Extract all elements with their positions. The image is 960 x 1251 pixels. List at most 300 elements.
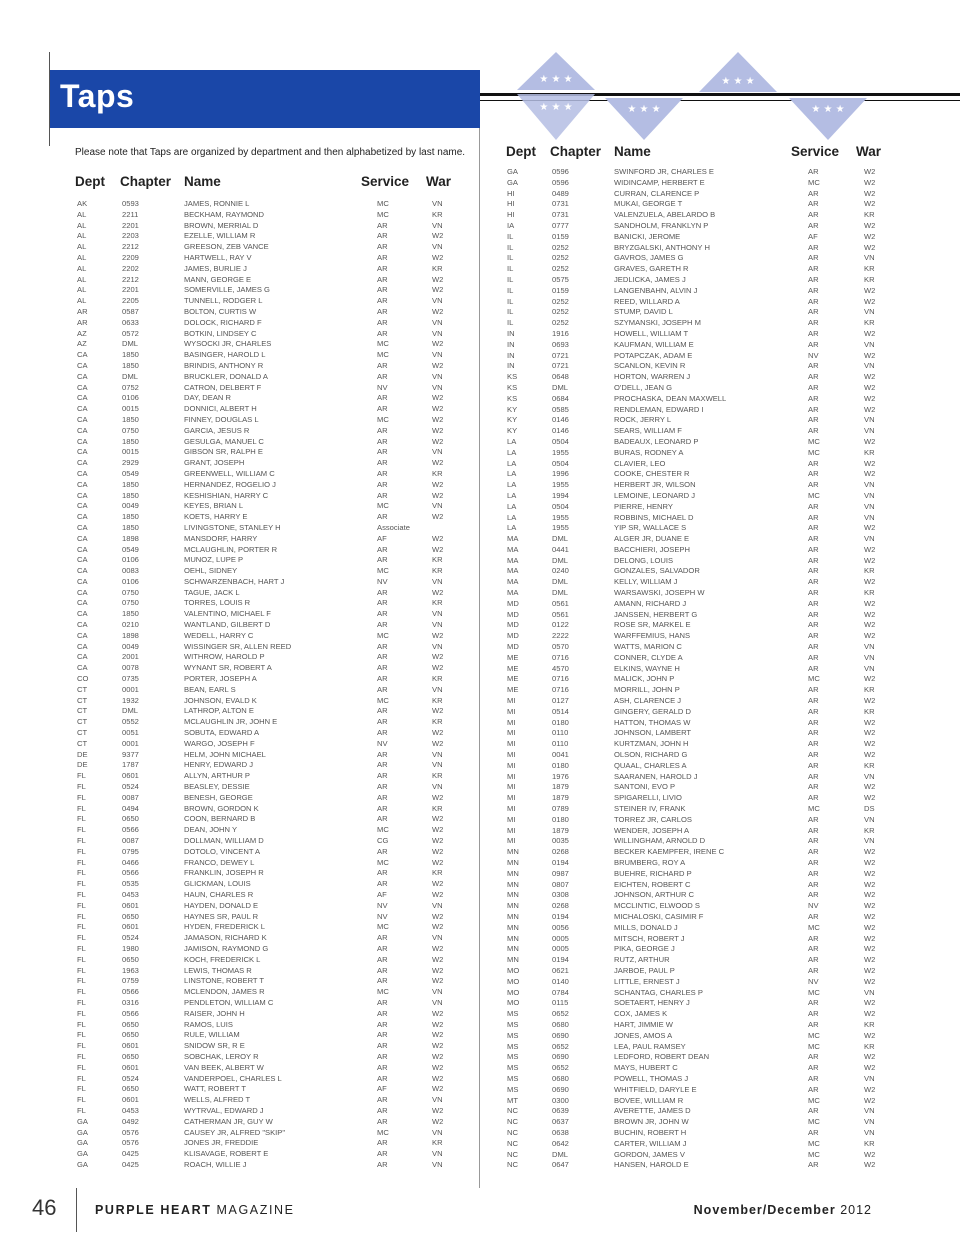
cell-service: AR xyxy=(808,242,819,252)
table-row xyxy=(0,1084,479,1095)
cell-chapter: 0504 xyxy=(552,436,569,446)
cell-name: CARTER, WILLIAM J xyxy=(614,1138,687,1148)
cell-name: BASINGER, HAROLD L xyxy=(184,350,266,360)
cell-service: AR xyxy=(808,318,819,328)
table-row xyxy=(480,1139,960,1150)
issue-date xyxy=(694,1203,872,1217)
cell-dept: ME xyxy=(507,663,519,673)
cell-service: AR xyxy=(377,706,388,716)
cell-name: POWELL, THOMAS J xyxy=(614,1073,689,1083)
cell-dept: CT xyxy=(77,717,88,727)
cell-service: MC xyxy=(808,436,820,446)
cell-name: RAISER, JOHN H xyxy=(184,1008,245,1018)
cell-war: W2 xyxy=(864,469,876,479)
cell-war: W2 xyxy=(864,782,876,792)
cell-dept: MI xyxy=(507,728,516,738)
cell-name: SZYMANSKI, JOSEPH M xyxy=(614,318,701,328)
table-row xyxy=(0,361,479,372)
cell-war: W2 xyxy=(432,404,444,414)
cell-service: AR xyxy=(808,598,819,608)
cell-name: LEA, PAUL RAMSEY xyxy=(614,1041,686,1051)
cell-chapter: 0633 xyxy=(122,317,139,327)
cell-war: VN xyxy=(864,534,875,544)
cell-service: NV xyxy=(377,382,388,392)
cell-service: AR xyxy=(377,620,388,630)
cell-dept: MO xyxy=(507,987,520,997)
cell-dept: FL xyxy=(77,836,86,846)
cell-name: CAUSEY JR, ALFRED "SKIP" xyxy=(184,1127,286,1137)
cell-chapter: 1850 xyxy=(122,490,139,500)
cell-chapter: 0777 xyxy=(552,220,569,230)
cell-chapter: 0140 xyxy=(552,976,569,986)
cell-dept: LA xyxy=(507,458,517,468)
cell-service: AR xyxy=(808,739,819,749)
cell-war: KR xyxy=(432,717,443,727)
cell-dept: HI xyxy=(507,199,515,209)
cell-chapter: 0601 xyxy=(122,900,139,910)
cell-name: BOLTON, CURTIS W xyxy=(184,306,257,316)
cell-name: AMANN, RICHARD J xyxy=(614,598,687,608)
cell-chapter: 0087 xyxy=(122,792,139,802)
cell-service: AR xyxy=(377,879,388,889)
cell-service: AR xyxy=(377,490,388,500)
cell-service: AR xyxy=(808,415,819,425)
table-row xyxy=(480,264,960,275)
table-row xyxy=(480,297,960,308)
cell-chapter: 0575 xyxy=(552,274,569,284)
cell-chapter: 1955 xyxy=(552,447,569,457)
table-row xyxy=(480,426,960,437)
cell-chapter: 0650 xyxy=(122,1019,139,1029)
cell-service: MC xyxy=(808,922,820,932)
cell-chapter: 1879 xyxy=(552,793,569,803)
cell-dept: NC xyxy=(507,1117,518,1127)
cell-dept: CA xyxy=(77,544,88,554)
cell-war: KR xyxy=(864,566,875,576)
cell-chapter: 0596 xyxy=(552,167,569,176)
table-row xyxy=(480,253,960,264)
right-header-chapter: Chapter xyxy=(550,144,602,159)
table-row xyxy=(480,664,960,675)
cell-service: MC xyxy=(808,177,820,187)
cell-chapter: 2212 xyxy=(122,242,139,252)
cell-war: VN xyxy=(432,900,443,910)
cell-name: POTAPCZAK, ADAM E xyxy=(614,350,693,360)
cell-service: AR xyxy=(808,523,819,533)
table-row xyxy=(0,210,479,221)
cell-chapter: 0252 xyxy=(552,242,569,252)
cell-name: PROCHASKA, DEAN MAXWELL xyxy=(614,393,727,403)
cell-service: MC xyxy=(808,490,820,500)
cell-dept: AR xyxy=(77,317,88,327)
cell-dept: FL xyxy=(77,890,86,899)
cell-service: AR xyxy=(808,339,819,349)
cell-dept: CT xyxy=(77,695,88,705)
cell-dept: AZ xyxy=(77,339,87,349)
cell-name: RENDLEMAN, EDWARD I xyxy=(614,404,704,414)
cell-service: MC xyxy=(808,674,820,684)
cell-chapter: 0524 xyxy=(122,1073,139,1083)
table-row xyxy=(480,815,960,826)
cell-war: VN xyxy=(864,480,875,490)
cell-name: GREESON, ZEB VANCE xyxy=(184,242,269,252)
cell-chapter: 0146 xyxy=(552,426,569,436)
cell-service: AR xyxy=(377,1062,388,1072)
cell-dept: LA xyxy=(507,469,517,479)
cell-service: MC xyxy=(808,987,820,997)
table-row xyxy=(480,642,960,653)
cell-war: W2 xyxy=(864,555,876,565)
table-row xyxy=(480,275,960,286)
cell-chapter: 0639 xyxy=(552,1106,569,1116)
cell-dept: FL xyxy=(77,911,86,921)
cell-name: JAMISON, RAYMOND G xyxy=(184,943,269,953)
cell-war: W2 xyxy=(432,846,444,856)
cell-war: W2 xyxy=(864,404,876,414)
cell-chapter: 0159 xyxy=(552,285,569,295)
cell-service: AR xyxy=(377,544,388,554)
cell-dept: ME xyxy=(507,652,519,662)
cell-name: WARGO, JOSEPH F xyxy=(184,738,255,748)
table-row xyxy=(0,814,479,825)
cell-name: BROWN, GORDON K xyxy=(184,803,259,813)
magazine-name-bold: PURPLE HEART xyxy=(95,1203,212,1217)
cell-chapter: 0652 xyxy=(552,1041,569,1051)
cell-name: KAUFMAN, WILLIAM E xyxy=(614,339,694,349)
cell-name: HORTON, WARREN J xyxy=(614,372,691,382)
cell-name: KESHISHIAN, HARRY C xyxy=(184,490,269,500)
intro-note: Please note that Taps are organized by department and then alphabetized by last name. xyxy=(75,147,466,158)
cell-dept: CT xyxy=(77,706,88,716)
cell-service: MC xyxy=(808,1149,820,1159)
table-row xyxy=(480,491,960,502)
cell-chapter: 0035 xyxy=(552,836,569,846)
cell-name: GONZALES, SALVADOR xyxy=(614,566,700,576)
cell-chapter: DML xyxy=(122,706,139,716)
table-row xyxy=(480,826,960,837)
cell-dept: CA xyxy=(77,587,88,597)
cell-service: AR xyxy=(808,285,819,295)
cell-chapter: 0524 xyxy=(122,782,139,792)
cell-dept: MS xyxy=(507,1052,519,1062)
cell-service: NV xyxy=(377,576,388,586)
cell-chapter: 0987 xyxy=(552,868,569,878)
cell-war: W2 xyxy=(432,512,444,522)
cell-service: AR xyxy=(377,263,388,273)
cell-dept: MN xyxy=(507,944,519,954)
cell-name: JONES JR, FREDDIE xyxy=(184,1138,259,1148)
cell-war: W2 xyxy=(432,1041,444,1051)
table-row xyxy=(480,1128,960,1139)
cell-service: AR xyxy=(808,220,819,230)
cell-dept: IL xyxy=(507,253,514,263)
cell-name: OLSON, RICHARD G xyxy=(614,750,688,760)
table-row xyxy=(0,879,479,890)
cell-war: W2 xyxy=(432,458,444,468)
cell-service: MC xyxy=(377,825,389,835)
cell-dept: AL xyxy=(77,209,87,219)
cell-name: LITTLE, ERNEST J xyxy=(614,976,680,986)
cell-service: AR xyxy=(808,631,819,641)
cell-service: AR xyxy=(808,307,819,317)
cell-service: AR xyxy=(377,717,388,727)
cell-service: AR xyxy=(808,685,819,695)
cell-chapter: DML xyxy=(552,555,569,565)
cell-war: VN xyxy=(432,220,443,230)
cell-service: AR xyxy=(808,620,819,630)
table-row xyxy=(480,189,960,200)
table-row xyxy=(480,847,960,858)
cell-war: W2 xyxy=(864,631,876,641)
table-row xyxy=(0,393,479,404)
svg-text:★ ★ ★: ★ ★ ★ xyxy=(539,102,573,113)
cell-service: AR xyxy=(808,609,819,619)
cell-chapter: 0680 xyxy=(552,1073,569,1083)
table-row xyxy=(0,199,479,210)
cell-name: WIDINCAMP, HERBERT E xyxy=(614,177,705,187)
table-row xyxy=(480,966,960,977)
cell-dept: FL xyxy=(77,1019,86,1029)
table-row xyxy=(0,264,479,275)
cell-dept: CA xyxy=(77,663,88,673)
cell-name: JAMASON, RICHARD K xyxy=(184,933,267,943)
cell-war: W2 xyxy=(432,976,444,986)
cell-war: VN xyxy=(864,361,875,371)
cell-name: COOKE, CHESTER R xyxy=(614,469,690,479)
cell-war: W2 xyxy=(864,350,876,360)
cell-war: W2 xyxy=(864,285,876,295)
cell-service: NV xyxy=(808,976,819,986)
issue-date-bold: November/December xyxy=(693,1203,836,1217)
cell-war: W2 xyxy=(864,220,876,230)
cell-chapter: 0652 xyxy=(552,1009,569,1019)
table-row xyxy=(0,836,479,847)
cell-dept: MN xyxy=(507,858,519,867)
cell-chapter: 0596 xyxy=(552,177,569,187)
cell-war: KR xyxy=(864,274,875,284)
cell-chapter: 0425 xyxy=(122,1149,139,1159)
cell-war: W2 xyxy=(864,933,876,943)
table-row xyxy=(0,1009,479,1020)
cell-dept: AL xyxy=(77,263,87,273)
cell-name: GAVROS, JAMES G xyxy=(614,253,684,263)
cell-dept: MS xyxy=(507,1019,519,1029)
table-row xyxy=(480,210,960,221)
cell-war: W2 xyxy=(432,728,444,738)
cell-chapter: 4570 xyxy=(552,663,569,673)
cell-name: CATRON, DELBERT F xyxy=(184,382,262,392)
cell-chapter: 0789 xyxy=(552,804,569,814)
table-row xyxy=(0,1149,479,1160)
cell-service: AR xyxy=(377,1051,388,1061)
cell-war: W2 xyxy=(432,663,444,673)
table-row xyxy=(0,685,479,696)
cell-war: W2 xyxy=(864,674,876,684)
cell-chapter: 0180 xyxy=(552,814,569,824)
cell-chapter: 2929 xyxy=(122,458,139,468)
cell-war: VN xyxy=(432,1149,443,1159)
cell-chapter: 0316 xyxy=(122,997,139,1007)
cell-service: AR xyxy=(377,1149,388,1159)
cell-dept: ME xyxy=(507,685,519,695)
cell-dept: MS xyxy=(507,1084,519,1094)
cell-service: MC xyxy=(377,922,389,932)
cell-service: NV xyxy=(808,350,819,360)
cell-dept: MI xyxy=(507,739,516,749)
cell-dept: MS xyxy=(507,1073,519,1083)
page-number: 46 xyxy=(32,1195,57,1220)
table-row xyxy=(0,480,479,491)
cell-war: W2 xyxy=(864,739,876,749)
cell-name: TORREZ JR, CARLOS xyxy=(614,814,692,824)
cell-dept: MO xyxy=(507,965,520,975)
cell-war: W2 xyxy=(864,976,876,986)
cell-war: W2 xyxy=(432,306,444,316)
cell-name: SPIGARELLI, LIVIO xyxy=(614,793,682,803)
cell-war: KR xyxy=(432,555,443,565)
cell-service: AR xyxy=(377,425,388,435)
table-row xyxy=(0,1063,479,1074)
cell-dept: CA xyxy=(77,620,88,630)
cell-dept: GA xyxy=(77,1159,88,1169)
table-row xyxy=(480,534,960,545)
cell-name: RUTZ, ARTHUR xyxy=(614,955,670,965)
cell-dept: CA xyxy=(77,533,88,543)
table-row xyxy=(0,307,479,318)
cell-war: DS xyxy=(864,804,875,814)
cell-dept: CA xyxy=(77,350,88,360)
cell-service: AR xyxy=(377,674,388,684)
cell-chapter: 1879 xyxy=(552,782,569,792)
cell-service: AR xyxy=(808,382,819,392)
table-row xyxy=(480,394,960,405)
cell-service: AF xyxy=(377,533,387,543)
cell-dept: MA xyxy=(507,588,519,598)
table-row xyxy=(0,987,479,998)
cell-name: WARSAWSKI, JOSEPH W xyxy=(614,588,705,598)
cell-dept: MA xyxy=(507,555,519,565)
table-row xyxy=(480,934,960,945)
table-row xyxy=(0,491,479,502)
cell-service: AR xyxy=(808,372,819,382)
cell-war: W2 xyxy=(432,1051,444,1061)
cell-service: AR xyxy=(377,1095,388,1105)
cell-war: VN xyxy=(864,836,875,846)
cell-service: AR xyxy=(808,1084,819,1094)
cell-name: ROBBINS, MICHAEL D xyxy=(614,512,694,522)
cell-name: MCCLINTIC, ELWOOD S xyxy=(614,901,700,911)
cell-dept: CA xyxy=(77,458,88,468)
table-row xyxy=(0,372,479,383)
table-row xyxy=(480,836,960,847)
table-row xyxy=(0,825,479,836)
cell-dept: MA xyxy=(507,534,519,544)
cell-name: ALGER JR, DUANE E xyxy=(614,534,690,544)
cell-chapter: 0308 xyxy=(552,890,569,900)
cell-chapter: 1980 xyxy=(122,943,139,953)
cell-chapter: 1963 xyxy=(122,965,139,975)
cell-dept: MD xyxy=(507,631,519,641)
table-row xyxy=(0,566,479,577)
cell-war: W2 xyxy=(864,879,876,889)
table-row xyxy=(0,696,479,707)
cell-service: MC xyxy=(808,1117,820,1127)
cell-name: AVERETTE, JAMES D xyxy=(614,1106,691,1116)
cell-war: W2 xyxy=(432,1105,444,1115)
cell-service: MC xyxy=(377,501,389,511)
cell-service: AR xyxy=(808,469,819,479)
cell-name: MANSDORF, HARRY xyxy=(184,533,258,543)
cell-name: FRANKLIN, JOSEPH R xyxy=(184,868,264,878)
cell-service: AR xyxy=(377,317,388,327)
cell-dept: IL xyxy=(507,296,514,306)
table-row xyxy=(480,955,960,966)
cell-name: HELM, JOHN MICHAEL xyxy=(184,749,266,759)
cell-war: W2 xyxy=(432,1116,444,1126)
cell-dept: MI xyxy=(507,750,516,760)
cell-service: AR xyxy=(377,360,388,370)
cell-war: W2 xyxy=(864,890,876,900)
cell-name: BOTKIN, LINDSEY C xyxy=(184,328,257,338)
cell-war: VN xyxy=(864,1117,875,1127)
cell-name: WANTLAND, GILBERT D xyxy=(184,620,271,630)
cell-war: W2 xyxy=(864,544,876,554)
cell-chapter: 2201 xyxy=(122,220,139,230)
cell-service: AR xyxy=(808,728,819,738)
cell-name: WHITFIELD, DARYLE E xyxy=(614,1084,697,1094)
cell-name: ELKINS, WAYNE H xyxy=(614,663,680,673)
cell-name: REED, WILLARD A xyxy=(614,296,680,306)
cell-service: AR xyxy=(377,1041,388,1051)
cell-dept: MD xyxy=(507,598,519,608)
cell-dept: NC xyxy=(507,1138,518,1148)
cell-name: SCHWARZENBACH, HART J xyxy=(184,576,285,586)
cell-war: W2 xyxy=(432,965,444,975)
table-row xyxy=(480,566,960,577)
cell-chapter: 0721 xyxy=(552,361,569,371)
cell-service: AR xyxy=(808,188,819,198)
cell-chapter: DML xyxy=(552,382,569,392)
cell-service: MC xyxy=(377,339,389,349)
cell-war: W2 xyxy=(864,598,876,608)
cell-dept: FL xyxy=(77,879,86,889)
cell-name: QUAAL, CHARLES A xyxy=(614,760,687,770)
cell-war: W2 xyxy=(432,630,444,640)
cell-war: VN xyxy=(864,501,875,511)
cell-dept: CA xyxy=(77,522,88,532)
cell-dept: MA xyxy=(507,566,519,576)
cell-chapter: 0716 xyxy=(552,674,569,684)
cell-dept: MI xyxy=(507,804,516,814)
cell-war: KR xyxy=(864,1019,875,1029)
table-row xyxy=(480,685,960,696)
left-header-war: War xyxy=(426,174,452,189)
cell-name: BRINDIS, ANTHONY R xyxy=(184,360,264,370)
cell-name: SANTONI, EVO P xyxy=(614,782,676,792)
cell-service: AR xyxy=(377,328,388,338)
cell-name: ALLYN, ARTHUR P xyxy=(184,771,250,781)
table-row xyxy=(480,750,960,761)
cell-name: LIVINGSTONE, STANLEY H xyxy=(184,522,281,532)
cell-name: SANDHOLM, FRANKLYN P xyxy=(614,220,709,230)
cell-dept: MS xyxy=(507,1009,519,1019)
cell-name: DONNICI, ALBERT H xyxy=(184,404,257,414)
cell-service: AR xyxy=(808,911,819,921)
cell-name: WATT, ROBERT T xyxy=(184,1084,247,1094)
cell-chapter: 0650 xyxy=(122,911,139,921)
cell-service: AR xyxy=(377,943,388,953)
cell-war: W2 xyxy=(864,717,876,727)
